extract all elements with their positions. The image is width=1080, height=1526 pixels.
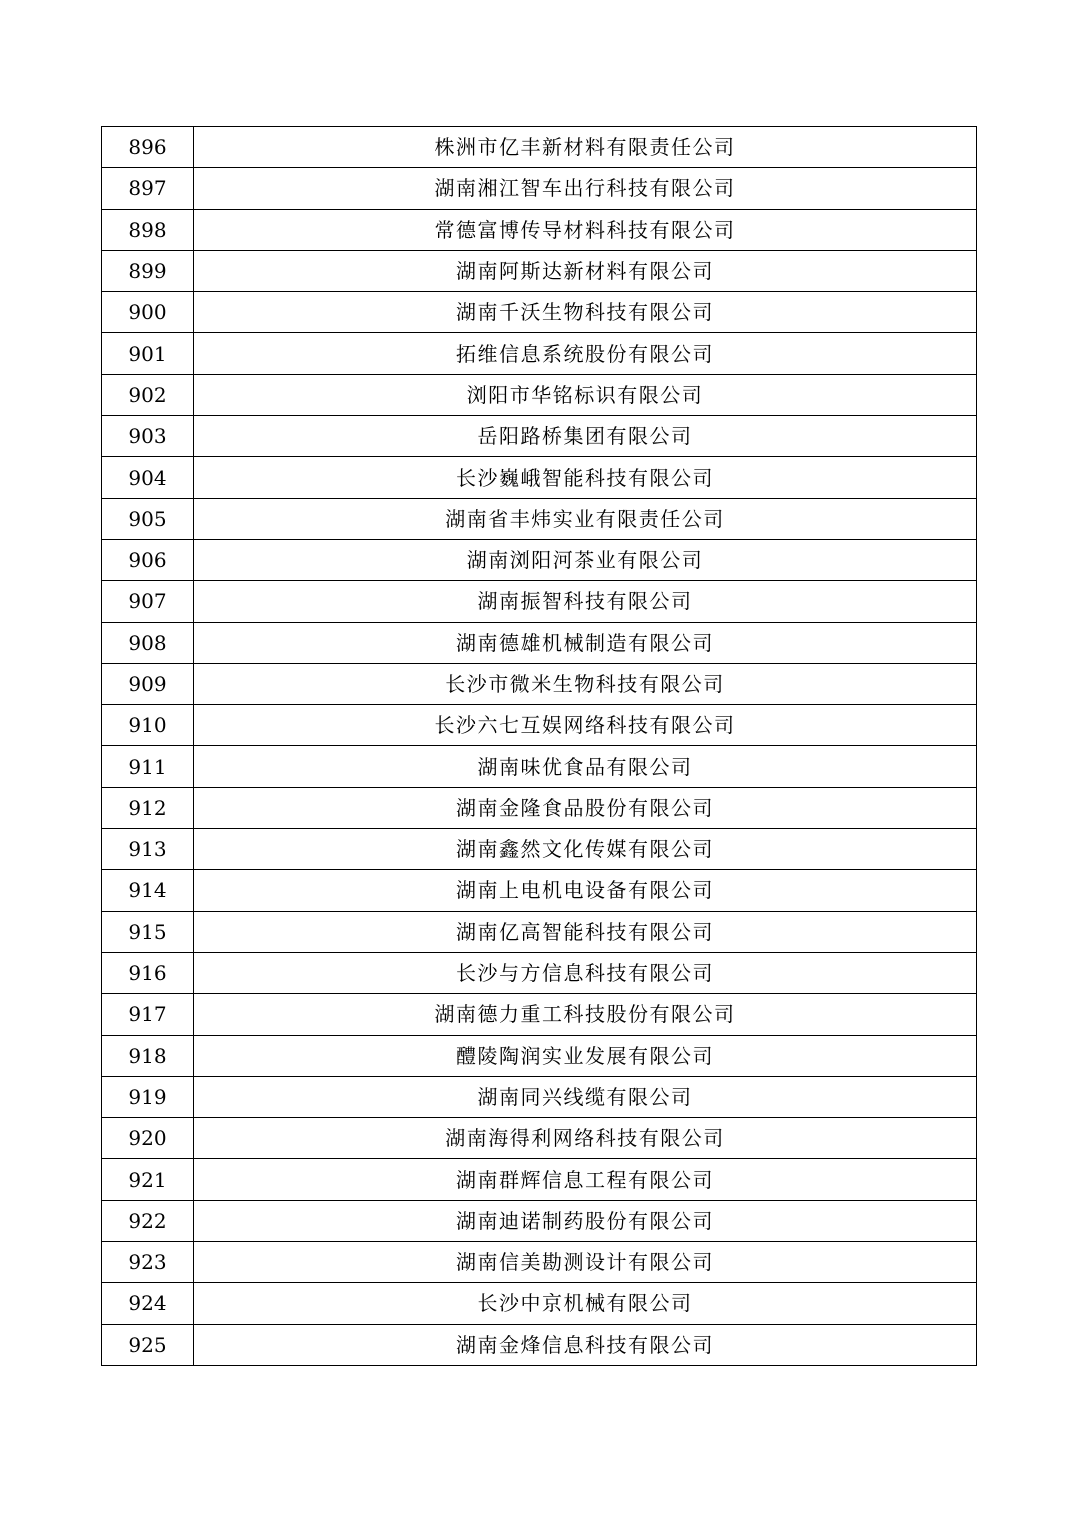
row-number: 921 (102, 1159, 194, 1200)
company-name: 湖南千沃生物科技有限公司 (194, 292, 977, 333)
table-row (102, 1076, 977, 1117)
row-number: 911 (102, 746, 194, 787)
company-name: 湖南金隆食品股份有限公司 (194, 787, 977, 828)
table-row (102, 416, 977, 457)
table-row (102, 1159, 977, 1200)
table-row (102, 539, 977, 580)
row-number: 899 (102, 250, 194, 291)
company-name: 湖南德力重工科技股份有限公司 (194, 994, 977, 1035)
table-body (102, 127, 977, 1366)
row-number: 903 (102, 416, 194, 457)
company-name: 湖南上电机电设备有限公司 (194, 870, 977, 911)
table-row (102, 663, 977, 704)
company-name: 湖南德雄机械制造有限公司 (194, 622, 977, 663)
table-row (102, 870, 977, 911)
company-name: 湖南振智科技有限公司 (194, 581, 977, 622)
company-name: 湖南海得利网络科技有限公司 (194, 1118, 977, 1159)
table-row (102, 952, 977, 993)
row-number: 907 (102, 581, 194, 622)
table-row (102, 994, 977, 1035)
row-number: 898 (102, 209, 194, 250)
row-number: 914 (102, 870, 194, 911)
company-list-table (101, 126, 977, 1366)
table-row (102, 1200, 977, 1241)
table-row (102, 498, 977, 539)
table-row (102, 1035, 977, 1076)
table-row (102, 622, 977, 663)
row-number: 916 (102, 952, 194, 993)
table-row (102, 127, 977, 168)
row-number: 896 (102, 127, 194, 168)
table-row (102, 829, 977, 870)
row-number: 920 (102, 1118, 194, 1159)
table-row (102, 292, 977, 333)
row-number: 900 (102, 292, 194, 333)
table-row (102, 1283, 977, 1324)
row-number: 904 (102, 457, 194, 498)
company-name: 醴陵陶润实业发展有限公司 (194, 1035, 977, 1076)
row-number: 924 (102, 1283, 194, 1324)
table-row (102, 168, 977, 209)
row-number: 902 (102, 374, 194, 415)
row-number: 912 (102, 787, 194, 828)
company-name: 长沙中京机械有限公司 (194, 1283, 977, 1324)
row-number: 923 (102, 1242, 194, 1283)
company-name: 长沙巍峨智能科技有限公司 (194, 457, 977, 498)
table-row (102, 250, 977, 291)
row-number: 918 (102, 1035, 194, 1076)
row-number: 913 (102, 829, 194, 870)
table-row (102, 209, 977, 250)
company-name: 湖南金烽信息科技有限公司 (194, 1324, 977, 1365)
company-name: 常德富博传导材料科技有限公司 (194, 209, 977, 250)
company-name: 湖南阿斯达新材料有限公司 (194, 250, 977, 291)
company-name: 拓维信息系统股份有限公司 (194, 333, 977, 374)
row-number: 897 (102, 168, 194, 209)
row-number: 910 (102, 705, 194, 746)
company-name: 长沙市微米生物科技有限公司 (194, 663, 977, 704)
company-name: 长沙与方信息科技有限公司 (194, 952, 977, 993)
row-number: 919 (102, 1076, 194, 1117)
table-row (102, 333, 977, 374)
row-number: 909 (102, 663, 194, 704)
table-row (102, 787, 977, 828)
table-row (102, 1242, 977, 1283)
company-name: 湖南亿高智能科技有限公司 (194, 911, 977, 952)
company-name: 株洲市亿丰新材料有限责任公司 (194, 127, 977, 168)
company-name: 湖南信美勘测设计有限公司 (194, 1242, 977, 1283)
table-row (102, 374, 977, 415)
company-name: 湖南鑫然文化传媒有限公司 (194, 829, 977, 870)
table-row (102, 1118, 977, 1159)
table-row (102, 911, 977, 952)
row-number: 908 (102, 622, 194, 663)
company-name: 湖南省丰炜实业有限责任公司 (194, 498, 977, 539)
table-row (102, 457, 977, 498)
company-name: 湖南群辉信息工程有限公司 (194, 1159, 977, 1200)
row-number: 905 (102, 498, 194, 539)
row-number: 915 (102, 911, 194, 952)
table-row (102, 705, 977, 746)
company-name: 湖南迪诺制药股份有限公司 (194, 1200, 977, 1241)
table-row (102, 746, 977, 787)
row-number: 922 (102, 1200, 194, 1241)
company-name: 湖南同兴线缆有限公司 (194, 1076, 977, 1117)
company-name: 湖南湘江智车出行科技有限公司 (194, 168, 977, 209)
row-number: 925 (102, 1324, 194, 1365)
table-row (102, 1324, 977, 1365)
table-row (102, 581, 977, 622)
row-number: 901 (102, 333, 194, 374)
company-name: 湖南浏阳河茶业有限公司 (194, 539, 977, 580)
row-number: 917 (102, 994, 194, 1035)
company-name: 岳阳路桥集团有限公司 (194, 416, 977, 457)
company-name: 湖南味优食品有限公司 (194, 746, 977, 787)
company-name: 长沙六七互娱网络科技有限公司 (194, 705, 977, 746)
row-number: 906 (102, 539, 194, 580)
company-name: 浏阳市华铭标识有限公司 (194, 374, 977, 415)
